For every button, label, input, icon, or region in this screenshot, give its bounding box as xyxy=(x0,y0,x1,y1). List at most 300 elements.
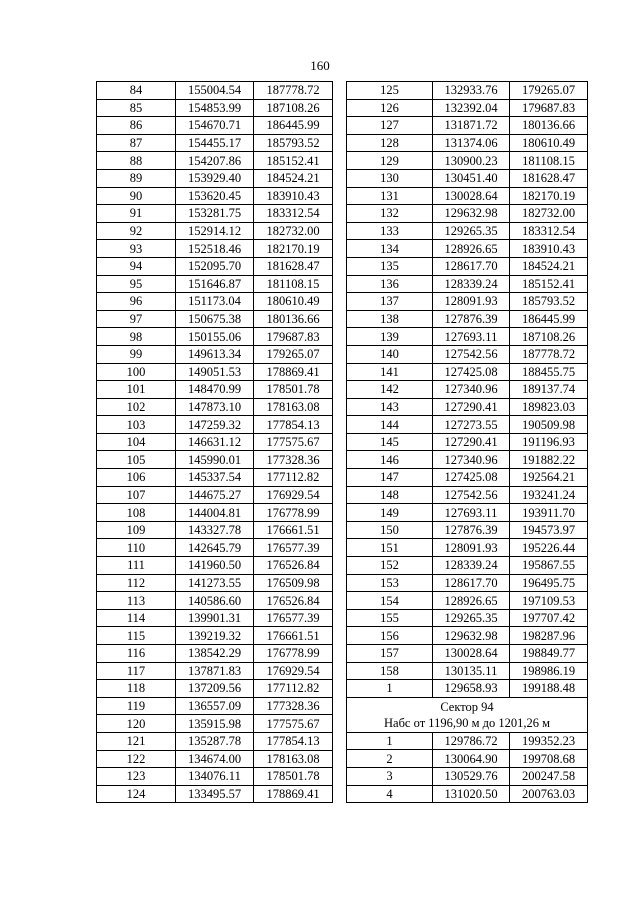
point-number-cell: 146 xyxy=(347,451,433,469)
table-row xyxy=(347,345,588,363)
x-coordinate-cell: 128617.70 xyxy=(433,257,510,275)
sector-header-row xyxy=(347,697,588,732)
x-coordinate-cell: 152914.12 xyxy=(176,222,254,240)
y-coordinate-cell: 183312.54 xyxy=(510,222,588,240)
table-row xyxy=(97,117,333,135)
table-row xyxy=(347,504,588,522)
table-row xyxy=(97,187,333,205)
x-coordinate-cell: 146631.12 xyxy=(176,433,254,451)
y-coordinate-cell: 183910.43 xyxy=(510,240,588,258)
y-coordinate-cell: 177854.13 xyxy=(254,416,333,434)
point-number-cell: 111 xyxy=(97,557,176,575)
point-number-cell: 97 xyxy=(97,310,176,328)
table-row xyxy=(97,169,333,187)
y-coordinate-cell: 195226.44 xyxy=(510,539,588,557)
x-coordinate-cell: 127273.55 xyxy=(433,416,510,434)
table-row xyxy=(347,539,588,557)
y-coordinate-cell: 181628.47 xyxy=(254,257,333,275)
table-row xyxy=(347,187,588,205)
point-number-cell: 134 xyxy=(347,240,433,258)
y-coordinate-cell: 189137.74 xyxy=(510,381,588,399)
table-row xyxy=(347,469,588,487)
x-coordinate-cell: 153620.45 xyxy=(176,187,254,205)
point-number-cell: 116 xyxy=(97,645,176,663)
y-coordinate-cell: 199708.68 xyxy=(510,750,588,768)
x-coordinate-cell: 141960.50 xyxy=(176,557,254,575)
y-coordinate-cell: 197707.42 xyxy=(510,609,588,627)
table-row xyxy=(97,627,333,645)
y-coordinate-cell: 200763.03 xyxy=(510,785,588,803)
x-coordinate-cell: 127425.08 xyxy=(433,469,510,487)
x-coordinate-cell: 127542.56 xyxy=(433,345,510,363)
sector-title: Сектор 94 xyxy=(440,699,494,714)
point-number-cell: 155 xyxy=(347,609,433,627)
point-number-cell: 150 xyxy=(347,521,433,539)
y-coordinate-cell: 191196.93 xyxy=(510,433,588,451)
point-number-cell: 1 xyxy=(347,732,433,750)
x-coordinate-cell: 140586.60 xyxy=(176,592,254,610)
point-number-cell: 2 xyxy=(347,750,433,768)
y-coordinate-cell: 198287.96 xyxy=(510,627,588,645)
y-coordinate-cell: 187108.26 xyxy=(254,99,333,117)
x-coordinate-cell: 145990.01 xyxy=(176,451,254,469)
point-number-cell: 139 xyxy=(347,328,433,346)
table-row xyxy=(347,363,588,381)
y-coordinate-cell: 176778.99 xyxy=(254,504,333,522)
point-number-cell: 89 xyxy=(97,169,176,187)
table-row xyxy=(97,416,333,434)
x-coordinate-cell: 130135.11 xyxy=(433,662,510,680)
x-coordinate-cell: 137209.56 xyxy=(176,680,254,698)
y-coordinate-cell: 177328.36 xyxy=(254,451,333,469)
point-number-cell: 91 xyxy=(97,205,176,223)
table-row xyxy=(347,451,588,469)
table-row xyxy=(97,574,333,592)
y-coordinate-cell: 178163.08 xyxy=(254,398,333,416)
table-row xyxy=(347,169,588,187)
x-coordinate-cell: 145337.54 xyxy=(176,469,254,487)
point-number-cell: 95 xyxy=(97,275,176,293)
table-row xyxy=(97,486,333,504)
table-row xyxy=(347,785,588,803)
point-number-cell: 128 xyxy=(347,134,433,152)
x-coordinate-cell: 132392.04 xyxy=(433,99,510,117)
table-row xyxy=(347,257,588,275)
y-coordinate-cell: 189823.03 xyxy=(510,398,588,416)
sector-header xyxy=(347,697,588,732)
table-row xyxy=(97,293,333,311)
x-coordinate-cell: 130529.76 xyxy=(433,767,510,785)
y-coordinate-cell: 192564.21 xyxy=(510,469,588,487)
y-coordinate-cell: 194573.97 xyxy=(510,521,588,539)
y-coordinate-cell: 180136.66 xyxy=(254,310,333,328)
table-row xyxy=(347,328,588,346)
x-coordinate-cell: 127876.39 xyxy=(433,310,510,328)
table-row xyxy=(347,310,588,328)
y-coordinate-cell: 176509.98 xyxy=(254,574,333,592)
x-coordinate-cell: 129632.98 xyxy=(433,205,510,223)
y-coordinate-cell: 177575.67 xyxy=(254,715,333,733)
y-coordinate-cell: 193911.70 xyxy=(510,504,588,522)
y-coordinate-cell: 177854.13 xyxy=(254,732,333,750)
table-row xyxy=(97,715,333,733)
y-coordinate-cell: 176661.51 xyxy=(254,627,333,645)
table-row xyxy=(97,275,333,293)
x-coordinate-cell: 155004.54 xyxy=(176,82,254,100)
point-number-cell: 87 xyxy=(97,134,176,152)
point-number-cell: 112 xyxy=(97,574,176,592)
point-number-cell: 117 xyxy=(97,662,176,680)
table-row xyxy=(97,539,333,557)
point-number-cell: 151 xyxy=(347,539,433,557)
y-coordinate-cell: 191882.22 xyxy=(510,451,588,469)
x-coordinate-cell: 129658.93 xyxy=(433,680,510,698)
y-coordinate-cell: 198849.77 xyxy=(510,645,588,663)
table-row xyxy=(97,99,333,117)
y-coordinate-cell: 178869.41 xyxy=(254,785,333,803)
point-number-cell: 149 xyxy=(347,504,433,522)
point-number-cell: 141 xyxy=(347,363,433,381)
table-row xyxy=(347,521,588,539)
point-number-cell: 133 xyxy=(347,222,433,240)
point-number-cell: 136 xyxy=(347,275,433,293)
y-coordinate-cell: 183312.54 xyxy=(254,205,333,223)
y-coordinate-cell: 181108.15 xyxy=(254,275,333,293)
x-coordinate-cell: 129265.35 xyxy=(433,609,510,627)
table-row xyxy=(347,680,588,698)
table-row xyxy=(347,99,588,117)
x-coordinate-cell: 134076.11 xyxy=(176,768,254,786)
table-row xyxy=(347,416,588,434)
x-coordinate-cell: 144004.81 xyxy=(176,504,254,522)
point-number-cell: 101 xyxy=(97,381,176,399)
x-coordinate-cell: 128339.24 xyxy=(433,275,510,293)
point-number-cell: 156 xyxy=(347,627,433,645)
table-row xyxy=(97,469,333,487)
y-coordinate-cell: 176778.99 xyxy=(254,645,333,663)
point-number-cell: 84 xyxy=(97,82,176,100)
point-number-cell: 145 xyxy=(347,433,433,451)
y-coordinate-cell: 199188.48 xyxy=(510,680,588,698)
x-coordinate-cell: 127693.11 xyxy=(433,328,510,346)
table-row xyxy=(97,310,333,328)
table-row xyxy=(347,645,588,663)
x-coordinate-cell: 138542.29 xyxy=(176,645,254,663)
x-coordinate-cell: 129786.72 xyxy=(433,732,510,750)
x-coordinate-cell: 153929.40 xyxy=(176,169,254,187)
y-coordinate-cell: 185793.52 xyxy=(254,134,333,152)
y-coordinate-cell: 187778.72 xyxy=(510,345,588,363)
x-coordinate-cell: 127290.41 xyxy=(433,433,510,451)
point-number-cell: 3 xyxy=(347,767,433,785)
point-number-cell: 92 xyxy=(97,222,176,240)
table-row xyxy=(347,152,588,170)
table-row xyxy=(347,293,588,311)
y-coordinate-cell: 185152.41 xyxy=(254,152,333,170)
y-coordinate-cell: 186445.99 xyxy=(510,310,588,328)
x-coordinate-cell: 129632.98 xyxy=(433,627,510,645)
y-coordinate-cell: 188455.75 xyxy=(510,363,588,381)
table-row xyxy=(97,609,333,627)
x-coordinate-cell: 128926.65 xyxy=(433,592,510,610)
table-row xyxy=(97,134,333,152)
x-coordinate-cell: 154455.17 xyxy=(176,134,254,152)
point-number-cell: 135 xyxy=(347,257,433,275)
y-coordinate-cell: 179265.07 xyxy=(510,82,588,100)
table-row xyxy=(347,750,588,768)
point-number-cell: 105 xyxy=(97,451,176,469)
point-number-cell: 132 xyxy=(347,205,433,223)
x-coordinate-cell: 129265.35 xyxy=(433,222,510,240)
table-row xyxy=(347,767,588,785)
point-number-cell: 124 xyxy=(97,785,176,803)
x-coordinate-cell: 142645.79 xyxy=(176,539,254,557)
y-coordinate-cell: 182170.19 xyxy=(510,187,588,205)
table-row xyxy=(347,627,588,645)
x-coordinate-cell: 133495.57 xyxy=(176,785,254,803)
y-coordinate-cell: 187778.72 xyxy=(254,82,333,100)
y-coordinate-cell: 179687.83 xyxy=(254,328,333,346)
x-coordinate-cell: 127693.11 xyxy=(433,504,510,522)
y-coordinate-cell: 181108.15 xyxy=(510,152,588,170)
y-coordinate-cell: 185793.52 xyxy=(510,293,588,311)
x-coordinate-cell: 139219.32 xyxy=(176,627,254,645)
y-coordinate-cell: 193241.24 xyxy=(510,486,588,504)
point-number-cell: 157 xyxy=(347,645,433,663)
x-coordinate-cell: 131374.06 xyxy=(433,134,510,152)
x-coordinate-cell: 128091.93 xyxy=(433,293,510,311)
table-row xyxy=(97,222,333,240)
point-number-cell: 123 xyxy=(97,768,176,786)
x-coordinate-cell: 141273.55 xyxy=(176,574,254,592)
y-coordinate-cell: 177328.36 xyxy=(254,697,333,715)
y-coordinate-cell: 184524.21 xyxy=(254,169,333,187)
y-coordinate-cell: 176577.39 xyxy=(254,609,333,627)
y-coordinate-cell: 178501.78 xyxy=(254,381,333,399)
y-coordinate-cell: 199352.23 xyxy=(510,732,588,750)
y-coordinate-cell: 179687.83 xyxy=(510,99,588,117)
coordinates-table-right xyxy=(346,81,588,803)
point-number-cell: 127 xyxy=(347,117,433,135)
table-row xyxy=(347,205,588,223)
x-coordinate-cell: 128617.70 xyxy=(433,574,510,592)
point-number-cell: 122 xyxy=(97,750,176,768)
x-coordinate-cell: 154670.71 xyxy=(176,117,254,135)
x-coordinate-cell: 130028.64 xyxy=(433,187,510,205)
table-row xyxy=(97,785,333,803)
point-number-cell: 148 xyxy=(347,486,433,504)
x-coordinate-cell: 151173.04 xyxy=(176,293,254,311)
y-coordinate-cell: 176577.39 xyxy=(254,539,333,557)
x-coordinate-cell: 132933.76 xyxy=(433,82,510,100)
x-coordinate-cell: 127876.39 xyxy=(433,521,510,539)
point-number-cell: 137 xyxy=(347,293,433,311)
x-coordinate-cell: 130451.40 xyxy=(433,169,510,187)
y-coordinate-cell: 182732.00 xyxy=(510,205,588,223)
table-row xyxy=(97,205,333,223)
y-coordinate-cell: 184524.21 xyxy=(510,257,588,275)
table-row xyxy=(97,451,333,469)
x-coordinate-cell: 130028.64 xyxy=(433,645,510,663)
y-coordinate-cell: 198986.19 xyxy=(510,662,588,680)
x-coordinate-cell: 135287.78 xyxy=(176,732,254,750)
y-coordinate-cell: 197109.53 xyxy=(510,592,588,610)
point-number-cell: 143 xyxy=(347,398,433,416)
point-number-cell: 118 xyxy=(97,680,176,698)
table-row xyxy=(347,574,588,592)
sector-subtitle: Набс от 1196,90 м до 1201,26 м xyxy=(384,715,550,730)
table-row xyxy=(97,662,333,680)
x-coordinate-cell: 131020.50 xyxy=(433,785,510,803)
table-row xyxy=(97,750,333,768)
x-coordinate-cell: 137871.83 xyxy=(176,662,254,680)
point-number-cell: 86 xyxy=(97,117,176,135)
x-coordinate-cell: 147873.10 xyxy=(176,398,254,416)
y-coordinate-cell: 180610.49 xyxy=(254,293,333,311)
point-number-cell: 94 xyxy=(97,257,176,275)
table-row xyxy=(97,328,333,346)
table-row xyxy=(347,381,588,399)
point-number-cell: 154 xyxy=(347,592,433,610)
table-row xyxy=(347,134,588,152)
point-number-cell: 1 xyxy=(347,680,433,698)
point-number-cell: 102 xyxy=(97,398,176,416)
point-number-cell: 115 xyxy=(97,627,176,645)
y-coordinate-cell: 181628.47 xyxy=(510,169,588,187)
table-row xyxy=(97,504,333,522)
point-number-cell: 100 xyxy=(97,363,176,381)
point-number-cell: 129 xyxy=(347,152,433,170)
point-number-cell: 107 xyxy=(97,486,176,504)
table-row xyxy=(347,732,588,750)
table-row xyxy=(97,680,333,698)
y-coordinate-cell: 200247.58 xyxy=(510,767,588,785)
x-coordinate-cell: 128091.93 xyxy=(433,539,510,557)
x-coordinate-cell: 130064.90 xyxy=(433,750,510,768)
point-number-cell: 104 xyxy=(97,433,176,451)
y-coordinate-cell: 196495.75 xyxy=(510,574,588,592)
point-number-cell: 106 xyxy=(97,469,176,487)
x-coordinate-cell: 135915.98 xyxy=(176,715,254,733)
table-row xyxy=(97,521,333,539)
table-row xyxy=(347,275,588,293)
point-number-cell: 114 xyxy=(97,609,176,627)
table-row xyxy=(97,768,333,786)
point-number-cell: 103 xyxy=(97,416,176,434)
y-coordinate-cell: 185152.41 xyxy=(510,275,588,293)
point-number-cell: 99 xyxy=(97,345,176,363)
point-number-cell: 131 xyxy=(347,187,433,205)
y-coordinate-cell: 182170.19 xyxy=(254,240,333,258)
table-row xyxy=(347,82,588,100)
point-number-cell: 96 xyxy=(97,293,176,311)
point-number-cell: 90 xyxy=(97,187,176,205)
coordinates-table-left xyxy=(96,81,333,803)
y-coordinate-cell: 177112.82 xyxy=(254,680,333,698)
x-coordinate-cell: 148470.99 xyxy=(176,381,254,399)
y-coordinate-cell: 190509.98 xyxy=(510,416,588,434)
point-number-cell: 109 xyxy=(97,521,176,539)
x-coordinate-cell: 149051.53 xyxy=(176,363,254,381)
table-row xyxy=(347,662,588,680)
point-number-cell: 130 xyxy=(347,169,433,187)
table-row xyxy=(347,486,588,504)
x-coordinate-cell: 134674.00 xyxy=(176,750,254,768)
point-number-cell: 88 xyxy=(97,152,176,170)
y-coordinate-cell: 176661.51 xyxy=(254,521,333,539)
point-number-cell: 140 xyxy=(347,345,433,363)
point-number-cell: 126 xyxy=(347,99,433,117)
x-coordinate-cell: 152518.46 xyxy=(176,240,254,258)
table-row xyxy=(347,398,588,416)
point-number-cell: 93 xyxy=(97,240,176,258)
y-coordinate-cell: 183910.43 xyxy=(254,187,333,205)
table-row xyxy=(97,732,333,750)
x-coordinate-cell: 127340.96 xyxy=(433,381,510,399)
point-number-cell: 138 xyxy=(347,310,433,328)
x-coordinate-cell: 127290.41 xyxy=(433,398,510,416)
table-row xyxy=(97,257,333,275)
point-number-cell: 120 xyxy=(97,715,176,733)
table-row xyxy=(347,592,588,610)
y-coordinate-cell: 180136.66 xyxy=(510,117,588,135)
table-row xyxy=(97,645,333,663)
x-coordinate-cell: 130900.23 xyxy=(433,152,510,170)
table-row xyxy=(347,240,588,258)
point-number-cell: 110 xyxy=(97,539,176,557)
x-coordinate-cell: 127425.08 xyxy=(433,363,510,381)
table-row xyxy=(347,222,588,240)
point-number-cell: 121 xyxy=(97,732,176,750)
point-number-cell: 142 xyxy=(347,381,433,399)
table-row xyxy=(97,433,333,451)
x-coordinate-cell: 143327.78 xyxy=(176,521,254,539)
point-number-cell: 144 xyxy=(347,416,433,434)
x-coordinate-cell: 131871.72 xyxy=(433,117,510,135)
point-number-cell: 119 xyxy=(97,697,176,715)
y-coordinate-cell: 176526.84 xyxy=(254,557,333,575)
y-coordinate-cell: 177575.67 xyxy=(254,433,333,451)
point-number-cell: 152 xyxy=(347,557,433,575)
x-coordinate-cell: 154853.99 xyxy=(176,99,254,117)
y-coordinate-cell: 178869.41 xyxy=(254,363,333,381)
y-coordinate-cell: 195867.55 xyxy=(510,557,588,575)
point-number-cell: 108 xyxy=(97,504,176,522)
table-row xyxy=(97,381,333,399)
table-row xyxy=(97,345,333,363)
y-coordinate-cell: 179265.07 xyxy=(254,345,333,363)
table-row xyxy=(97,152,333,170)
table-row xyxy=(97,398,333,416)
point-number-cell: 113 xyxy=(97,592,176,610)
x-coordinate-cell: 147259.32 xyxy=(176,416,254,434)
table-row xyxy=(347,117,588,135)
y-coordinate-cell: 178501.78 xyxy=(254,768,333,786)
x-coordinate-cell: 150155.06 xyxy=(176,328,254,346)
table-row xyxy=(97,240,333,258)
y-coordinate-cell: 177112.82 xyxy=(254,469,333,487)
x-coordinate-cell: 127340.96 xyxy=(433,451,510,469)
table-row xyxy=(97,697,333,715)
x-coordinate-cell: 127542.56 xyxy=(433,486,510,504)
page-number: 160 xyxy=(310,58,330,73)
x-coordinate-cell: 151646.87 xyxy=(176,275,254,293)
point-number-cell: 85 xyxy=(97,99,176,117)
point-number-cell: 98 xyxy=(97,328,176,346)
point-number-cell: 125 xyxy=(347,82,433,100)
x-coordinate-cell: 149613.34 xyxy=(176,345,254,363)
y-coordinate-cell: 182732.00 xyxy=(254,222,333,240)
